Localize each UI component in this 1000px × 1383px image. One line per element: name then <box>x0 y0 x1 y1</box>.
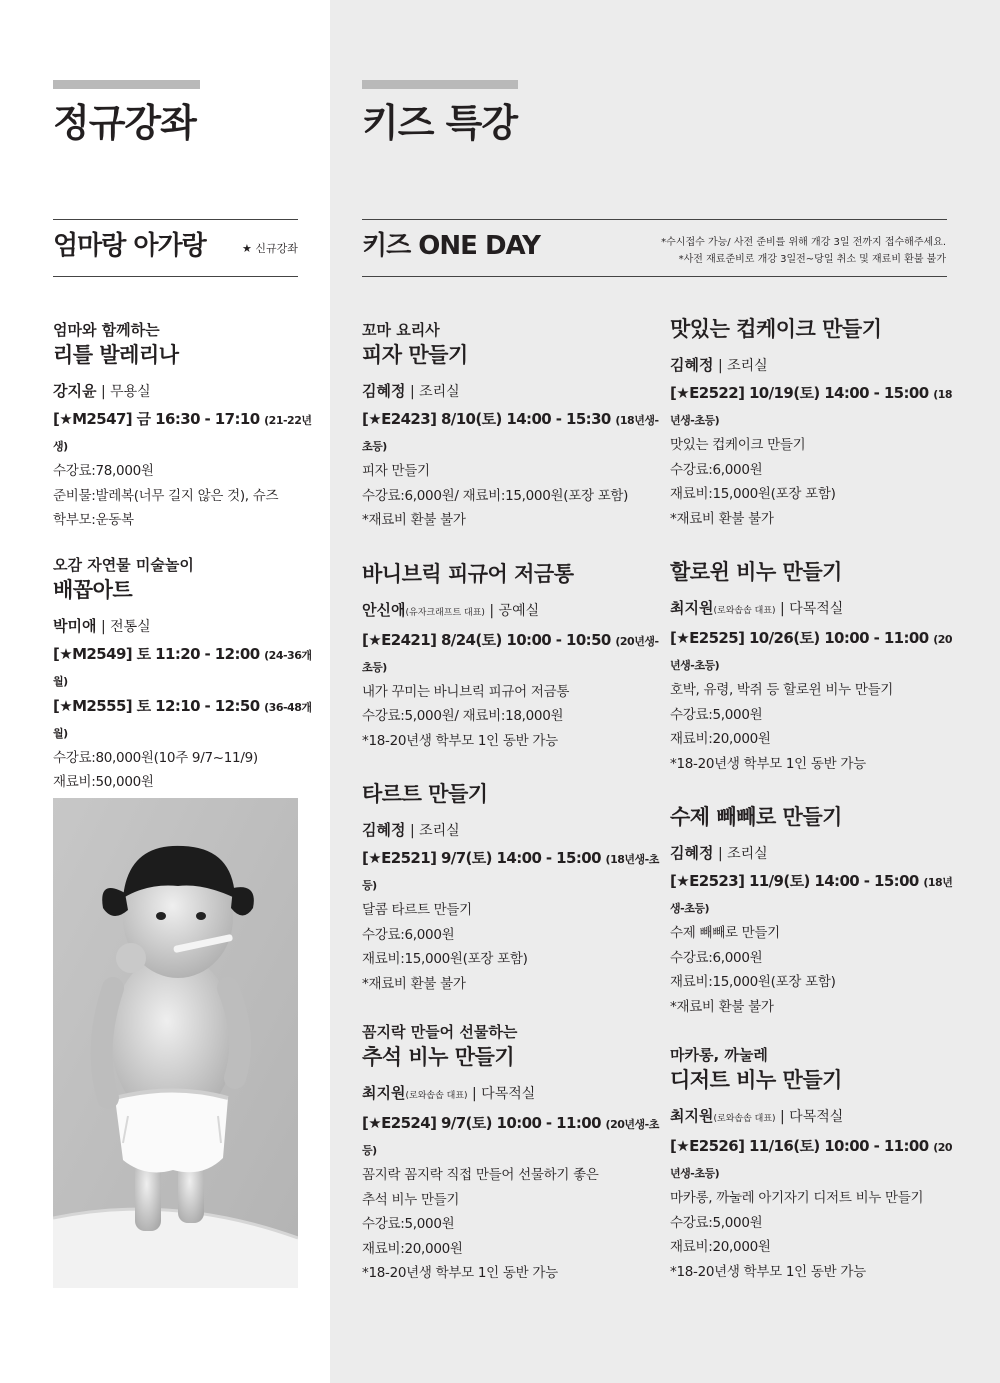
course-detail: *18-20년생 학부모 1인 동반 가능 <box>362 1265 558 1281</box>
course-schedule <box>53 407 313 459</box>
course-block <box>670 557 960 776</box>
course-room: | 조리실 <box>717 846 768 862</box>
course-schedule <box>670 381 960 433</box>
course-schedule <box>362 846 662 898</box>
course-block <box>362 779 662 996</box>
photo-illustration <box>53 798 298 1288</box>
course-instructor <box>362 599 662 624</box>
course-detail: 재료비:20,000원 <box>362 1240 463 1257</box>
instructor-affiliation: (로와솝솝 대표) <box>713 1114 776 1124</box>
instructor-name: 박미애 <box>53 616 97 635</box>
schedule-code: [★E2423] 8/10(토) 14:00 - 15:30 <box>362 410 616 428</box>
course-detail: 수강료:5,000원/ 재료비:18,000원 <box>362 708 564 724</box>
course-detail: 학부모:운동복 <box>53 512 134 528</box>
schedule-code: [★E2421] 8/24(토) 10:00 - 10:50 <box>362 630 616 649</box>
course-detail: 수강료:5,000원 <box>670 1214 763 1231</box>
instructor-name: 최지원 <box>670 599 714 617</box>
course-title: 리틀 발레리나 <box>53 343 179 367</box>
course-kicker: 마카롱, 까눌레 <box>670 1046 768 1064</box>
schedule-age: (21-22년생) <box>53 414 312 453</box>
course-detail: 내가 꾸미는 바니브릭 피규어 저금통 <box>362 683 570 700</box>
course-schedule <box>670 869 960 921</box>
schedule-age: (20년생-초등) <box>670 1141 953 1180</box>
course-title: 추석 비누 만들기 <box>362 1045 515 1069</box>
course-detail: 수강료:6,000원/ 재료비:15,000원(포장 포함) <box>362 487 629 504</box>
course-title: 피자 만들기 <box>362 343 468 367</box>
course-detail: *18-20년생 학부모 1인 동반 가능 <box>670 1263 866 1280</box>
course-block <box>53 320 313 533</box>
course-detail: 수강료:5,000원 <box>362 1216 455 1232</box>
course-room: | 무용실 <box>100 384 151 400</box>
course-title: 수제 빼빼로 만들기 <box>670 805 842 829</box>
course-room: | 전통실 <box>100 618 151 635</box>
divider-bottom <box>362 276 947 277</box>
kids-course-column-1 <box>362 320 662 1312</box>
divider-top <box>53 219 298 220</box>
instructor-affiliation: (로와솝솝 대표) <box>405 1091 468 1101</box>
course-block <box>362 559 662 754</box>
course-instructor <box>670 842 960 865</box>
course-block <box>362 320 662 533</box>
course-instructor <box>670 354 960 377</box>
instructor-name: 김혜정 <box>670 844 714 862</box>
course-detail: *18-20년생 학부모 1인 동반 가능 <box>670 755 866 772</box>
subsection-title: 키즈 ONE DAY <box>362 231 541 261</box>
course-detail: 수강료:5,000원 <box>670 706 763 723</box>
instructor-name: 최지원 <box>362 1084 406 1102</box>
course-schedule <box>670 1134 960 1186</box>
course-room: | 다목적실 <box>780 601 844 617</box>
schedule-age: (18년생-초등) <box>670 388 953 427</box>
course-room: | 다목적실 <box>472 1086 536 1102</box>
course-detail: 추석 비누 만들기 <box>362 1191 460 1208</box>
course-detail: 재료비:20,000원 <box>670 731 771 747</box>
instructor-affiliation: (로와솝솝 대표) <box>713 606 776 616</box>
course-instructor <box>53 380 313 403</box>
course-detail: 재료비:15,000원(포장 포함) <box>670 974 836 990</box>
subsection-title: 엄마랑 아가랑 <box>53 231 206 261</box>
course-detail: 재료비:20,000원 <box>670 1239 771 1255</box>
course-room: | 공예실 <box>489 602 540 619</box>
schedule-age: (20년생-초등) <box>670 633 953 672</box>
course-title: 배꼽아트 <box>53 577 133 602</box>
course-room: | 조리실 <box>409 823 460 839</box>
schedule-age: (20년생-초등) <box>362 634 659 674</box>
schedule-code: [★M2555] 토 12:10 - 12:50 <box>53 696 265 715</box>
course-block <box>362 1022 662 1286</box>
course-detail: 수강료:80,000원(10주 9/7~11/9) <box>53 749 258 766</box>
schedule-code: [★E2524] 9/7(토) 10:00 - 11:00 <box>362 1114 606 1132</box>
course-room: | 다목적실 <box>780 1109 844 1125</box>
course-title: 할로윈 비누 만들기 <box>670 560 842 584</box>
instructor-name: 강지윤 <box>53 382 97 400</box>
course-room: | 조리실 <box>717 358 768 374</box>
divider-top <box>362 219 947 220</box>
course-kicker: 꼬마 요리사 <box>362 321 440 339</box>
course-detail: 수강료:6,000원 <box>362 926 455 943</box>
schedule-age: (20년생-초등) <box>362 1118 659 1157</box>
schedule-age: (18년생-초등) <box>362 414 659 453</box>
course-instructor <box>362 819 662 842</box>
course-detail: *재료비 환불 불가 <box>362 975 466 992</box>
course-kicker: 오감 자연물 미술놀이 <box>53 555 194 574</box>
schedule-age: (18년생-초등) <box>670 876 953 915</box>
course-detail: 준비물:발레복(너무 길지 않은 것), 슈즈 <box>53 487 279 504</box>
section-title-regular: 정규강좌 <box>53 101 196 145</box>
course-detail: 마카롱, 까눌레 아기자기 디저트 비누 만들기 <box>670 1190 924 1206</box>
course-detail: *재료비 환불 불가 <box>670 998 774 1015</box>
kids-course-column-2 <box>670 314 960 1310</box>
course-detail: *18-20년생 학부모 1인 동반 가능 <box>362 732 558 749</box>
course-detail: 수강료:78,000원 <box>53 463 154 479</box>
section-header-bar <box>362 80 518 89</box>
regular-course-list <box>53 320 313 866</box>
course-schedule <box>362 628 662 680</box>
course-schedule <box>53 642 313 694</box>
course-title: 타르트 만들기 <box>362 782 488 806</box>
course-room: | 조리실 <box>409 384 460 400</box>
note-line: *수시접수 가능/ 사전 준비를 위해 개강 3일 전까지 접수해주세요. <box>661 237 946 248</box>
course-detail: 재료비:50,000원 <box>53 774 154 790</box>
course-kicker: 엄마와 함께하는 <box>53 321 160 339</box>
course-title: 바니브릭 피규어 저금통 <box>362 561 574 586</box>
course-detail: 재료비:15,000원(포장 포함) <box>670 486 836 502</box>
schedule-code: [★E2525] 10/26(토) 10:00 - 11:00 <box>670 629 934 647</box>
course-schedule <box>362 1111 662 1163</box>
schedule-age: (18년생-초등) <box>362 853 659 892</box>
instructor-name: 안신애 <box>362 600 406 619</box>
schedule-age: (36-48개월) <box>53 700 312 740</box>
schedule-code: [★E2522] 10/19(토) 14:00 - 15:00 <box>670 384 934 402</box>
course-title: 맛있는 컵케이크 만들기 <box>670 317 882 341</box>
course-instructor <box>53 615 313 638</box>
registration-notes <box>661 234 946 268</box>
schedule-code: [★E2521] 9/7(토) 14:00 - 15:00 <box>362 849 606 867</box>
course-detail: *재료비 환불 불가 <box>362 512 466 528</box>
course-schedule <box>53 694 313 746</box>
course-detail: *재료비 환불 불가 <box>670 510 774 527</box>
schedule-age: (24-36개월) <box>53 648 312 688</box>
instructor-name: 김혜정 <box>670 356 714 374</box>
course-detail: 수제 빼빼로 만들기 <box>670 925 780 941</box>
toddler-brushing-teeth-photo <box>53 798 298 1288</box>
instructor-affiliation: (유자크래프트 대표) <box>405 607 485 618</box>
course-block <box>670 802 960 1019</box>
section-title-kids: 키즈 특강 <box>362 101 518 145</box>
course-detail: 호박, 유령, 박쥐 등 할로윈 비누 만들기 <box>670 682 894 698</box>
schedule-code: [★M2547] 금 16:30 - 17:10 <box>53 410 265 428</box>
course-block <box>670 1045 960 1284</box>
course-detail: 달콤 타르트 만들기 <box>362 902 472 918</box>
course-instructor <box>670 1105 960 1130</box>
course-instructor <box>670 597 960 622</box>
new-course-tag: ★ 신규강좌 <box>242 242 298 255</box>
section-header-bar <box>53 80 200 89</box>
note-line: *사전 재료준비로 개강 3일전~당일 취소 및 재료비 환불 불가 <box>678 254 946 265</box>
instructor-name: 김혜정 <box>362 382 406 400</box>
course-detail: 수강료:6,000원 <box>670 949 763 966</box>
instructor-name: 최지원 <box>670 1107 714 1125</box>
schedule-code: [★M2549] 토 11:20 - 12:00 <box>53 644 265 663</box>
course-detail: 재료비:15,000원(포장 포함) <box>362 951 528 967</box>
course-title: 디저트 비누 만들기 <box>670 1068 842 1092</box>
schedule-code: [★E2523] 11/9(토) 14:00 - 15:00 <box>670 872 924 890</box>
schedule-code: [★E2526] 11/16(토) 10:00 - 11:00 <box>670 1137 934 1155</box>
course-block <box>670 314 960 531</box>
instructor-name: 김혜정 <box>362 821 406 839</box>
course-instructor <box>362 380 662 403</box>
course-schedule <box>362 407 662 459</box>
course-kicker: 꼼지락 만들어 선물하는 <box>362 1023 518 1041</box>
course-schedule <box>670 626 960 678</box>
course-detail: 수강료:6,000원 <box>670 461 763 478</box>
course-instructor <box>362 1082 662 1107</box>
course-detail: 맛있는 컵케이크 만들기 <box>670 437 806 453</box>
course-detail: 피자 만들기 <box>362 463 430 479</box>
course-detail: 꼼지락 꼼지락 직접 만들어 선물하기 좋은 <box>362 1167 599 1183</box>
divider-bottom <box>53 276 298 277</box>
